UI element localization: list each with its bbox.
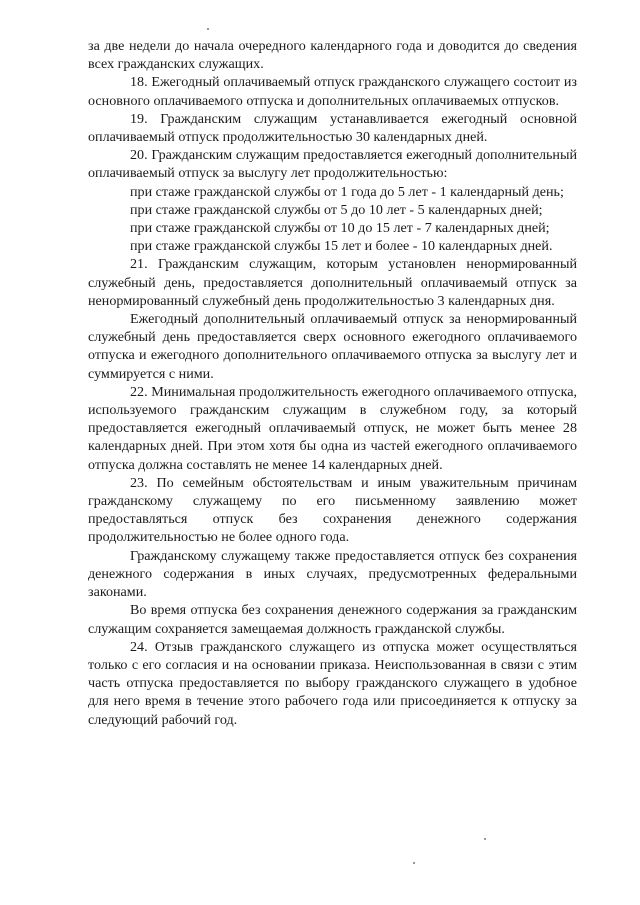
scan-speck (484, 838, 486, 840)
paragraph-23-addendum-1: Гражданскому служащему также предоставляется отпуск без сохранения денежного содержания в иных случаях, предусмотренных федеральными законами. (88, 547, 577, 601)
paragraph-21-addendum: Ежегодный дополнительный оплачиваемый отпуск за ненормированный служебный день предоставляется сверх основного ежегодного оплачиваемого отпуска и ежегодного дополнительного оплачиваемого отпуска за выслугу лет и суммируется с ними. (88, 311, 577, 382)
list-item-seniority-4: при стаже гражданской службы 15 лет и более - 10 календарных дней. (130, 238, 553, 255)
list-item-seniority-2: при стаже гражданской службы от 5 до 10 лет - 5 календарных дней; (130, 201, 543, 218)
paragraph-23-addendum-2: Во время отпуска без сохранения денежного содержания за гражданским служащим сохраняется замещаемая должность гражданской службы. (88, 602, 577, 637)
paragraph-21: 21. Гражданским служащим, которым установлен ненормированный служебный день, предоставляется дополнительный оплачиваемый отпуск за ненормированный служебный день продолжительностью 3 календарных дня. (88, 256, 577, 309)
list-item-seniority-3: при стаже гражданской службы от 10 до 15 лет - 7 календарных дней; (130, 220, 550, 237)
paragraph-23: 23. По семейным обстоятельствам и иным уважительным причинам гражданскому служащему по его письменному заявлению может предоставляться отпуск без сохранения денежного содержания продолжительностью не более одного года. (88, 474, 577, 546)
paragraph-24: 24. Отзыв гражданского служащего из отпуска может осуществляться только с его согласия и на основании приказа. Неиспользованная в связи с этим часть отпуска предоставляется по выбору гражданского служащего в удобное для него время в течение этого рабочего года или присоединяется к отпуску за следующий рабочий год. (88, 638, 577, 728)
paragraph-18: 18. Ежегодный оплачиваемый отпуск гражданского служащего состоит из основного оплачиваемого отпуска и дополнительных оплачиваемых отпусков. (88, 74, 577, 109)
document-page (88, 37, 577, 729)
scan-speck (207, 28, 209, 30)
paragraph-22: 22. Минимальная продолжительность ежегодного оплачиваемого отпуска, используемого гражданским служащим в служебном году, за который предоставляется ежегодный оплачиваемый отпуск, не может быть менее 28 календарных дней. При этом хотя бы одна из частей ежегодного оплачиваемого отпуска должна составлять не менее 14 календарных дней. (88, 383, 577, 473)
paragraph-17-continuation: за две недели до начала очередного календарного года и доводится до сведения всех гражданских служащих. (88, 38, 577, 73)
paragraph-20: 20. Гражданским служащим предоставляется ежегодный дополнительный оплачиваемый отпуск за выслугу лет продолжительностью: (88, 147, 577, 182)
paragraph-19: 19. Гражданским служащим устанавливается ежегодный основной оплачиваемый отпуск продолжительностью 30 календарных дней. (88, 110, 577, 146)
list-item-seniority-1: при стаже гражданской службы от 1 года до 5 лет - 1 календарный день; (130, 183, 564, 200)
scan-speck (413, 862, 415, 864)
